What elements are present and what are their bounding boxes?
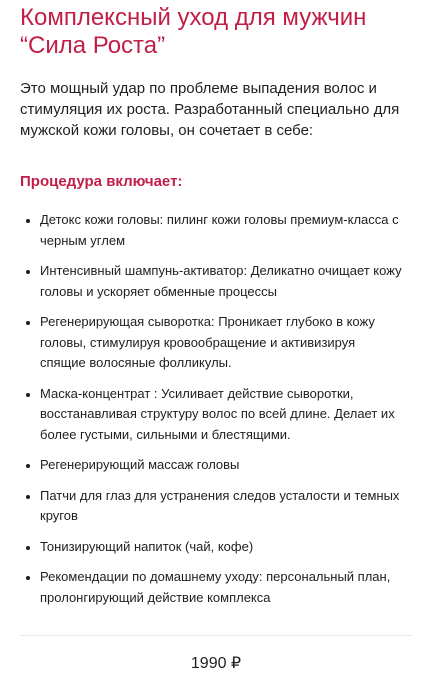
list-item-text: Тонизирующий напиток (чай, кофе) [40, 538, 254, 554]
list-item [0, 567, 432, 608]
list-item-text: Рекомендации по домашнему уходу: персональный план, пролонгирующий действие комплекса [40, 569, 391, 605]
list-item-text: Патчи для глаз для устранения следов усталости и темных кругов [40, 487, 400, 523]
list-item [0, 261, 432, 302]
list-item [0, 384, 432, 446]
bullet-icon [26, 219, 30, 223]
list-item [0, 210, 432, 251]
list-item-text: Регенерирующая сыворотка: Проникает глубоко в кожу головы, стимулируя кровообращение и активизируя спящие волосяные фолликулы. [40, 314, 375, 370]
list-item-text: Детокс кожи головы: пилинг кожи головы премиум-класса с черным углем [40, 212, 399, 248]
bullet-icon [26, 321, 30, 325]
bullet-icon [26, 393, 30, 397]
list-item [0, 455, 432, 476]
bullet-icon [26, 270, 30, 274]
list-item-text: Регенерирующий массаж головы [40, 457, 240, 472]
list-item [0, 537, 432, 558]
list-item-text: Маска-концентрат : Усиливает действие сыворотки, восстанавливая структуру волос по всей длине. Делает их более густыми, сильными и блестящими. [40, 385, 395, 442]
price-label: 1990 ₽ [190, 655, 242, 672]
list-item [0, 312, 432, 374]
bullet-icon [26, 576, 30, 580]
divider [20, 635, 412, 636]
list-item-text: Интенсивный шампунь-активатор: Деликатно очищает кожу головы и ускоряет обменные процессы [40, 263, 402, 299]
card-title: Комплексный уход для мужчин “Сила Роста” [20, 4, 367, 59]
list-item [0, 486, 432, 527]
procedure-heading: Процедура включает: [20, 173, 183, 190]
bullet-icon [26, 495, 30, 499]
procedure-list [0, 210, 432, 608]
bullet-icon [26, 546, 30, 550]
bullet-icon [26, 464, 30, 468]
intro-text: Это мощный удар по проблеме выпадения волос и стимуляция их роста. Разработанный специально для мужской кожи головы, он сочетает в себе: [20, 80, 400, 139]
